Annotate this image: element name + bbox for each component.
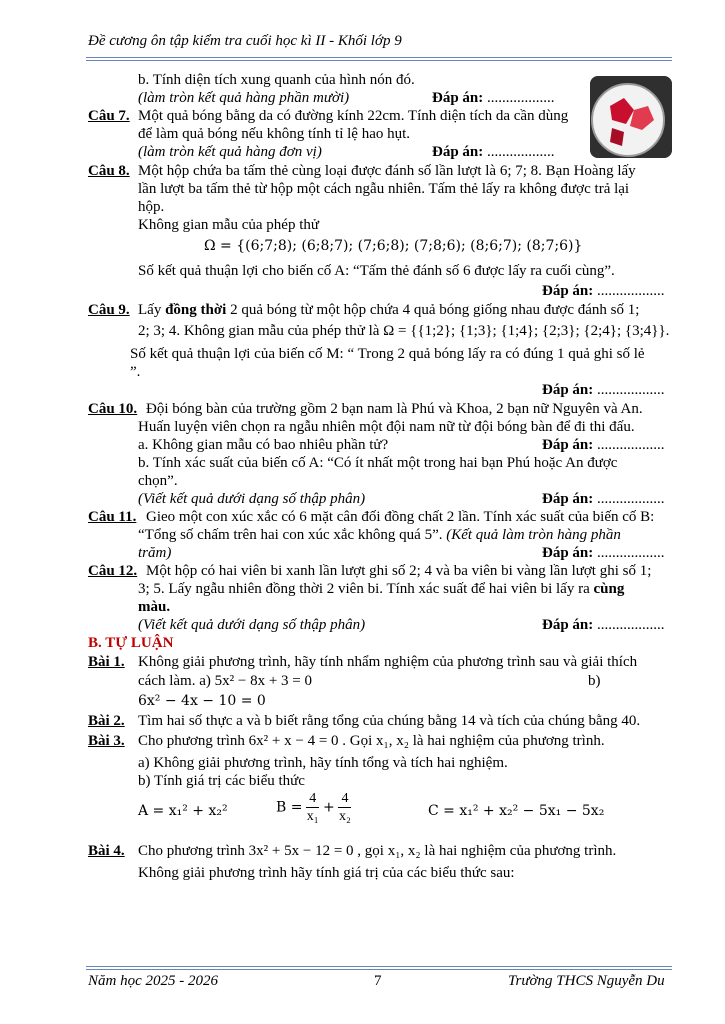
page-number: 7 — [374, 973, 382, 989]
soccer-ball-icon — [590, 76, 672, 158]
exercise-label: Bài 4. — [88, 843, 125, 859]
text-line: a) Không giải phương trình, hãy tính tổng và tích hai nghiệm. — [138, 755, 508, 771]
question-label: Câu 7. — [88, 108, 130, 124]
soccer-ball-image — [590, 76, 672, 158]
text-line: “Tổng số chấm trên hai con xúc xắc không quá 5”. (Kết quả làm tròn hàng phần — [138, 527, 621, 543]
text-line: b) Tính giá trị các biểu thức — [138, 773, 305, 789]
text-line: (làm tròn kết quả hàng đơn vị) — [138, 144, 322, 160]
answer-label: Đáp án: — [542, 545, 594, 561]
question-label: Câu 8. — [88, 163, 130, 179]
text-line: 2; 3; 4. Không gian mẫu của phép thử là Ω = {{1;2}; {1;3}; {1;4}; {2;3}; {2;4}; {3;4}}. — [138, 323, 670, 339]
answer-field — [542, 616, 665, 634]
exercise-label: Bài 1. — [88, 654, 125, 670]
question-label: Câu 12. — [88, 563, 138, 579]
text-line: Một quả bóng bằng da có đường kính 22cm. Tính diện tích da cần dùng — [138, 108, 569, 124]
text-line: (Viết kết quả dưới dạng số thập phân) — [138, 617, 366, 633]
answer-field — [432, 143, 555, 161]
text-line: Đội bóng bàn của trường gồm 2 bạn nam là Phú và Khoa, 2 bạn nữ Nguyên và An. — [146, 401, 643, 417]
answer-field — [542, 544, 665, 562]
section-heading: B. TỰ LUẬN — [88, 635, 174, 651]
text-line: Không giải phương trình, hãy tính nhẩm nghiệm của phương trình sau và giải thích — [138, 654, 638, 670]
text-line: chọn”. — [138, 473, 178, 489]
text-line: (làm tròn kết quả hàng phần mười) — [138, 90, 350, 106]
answer-label: Đáp án: — [542, 437, 594, 453]
answer-label: Đáp án: — [542, 283, 594, 299]
text-line: Một hộp chứa ba tấm thẻ cùng loại được đánh số lần lượt là 6; 7; 8. Bạn Hoàng lấy — [138, 163, 636, 179]
answer-field — [542, 436, 665, 454]
answer-blank: .................. — [597, 617, 665, 633]
fraction: $\frac{4}{\text{x₁}}$ — [306, 791, 319, 824]
footer-divider — [86, 966, 672, 970]
text-line: Tìm hai số thực a và b biết rằng tổng của chúng bằng 14 và tích của chúng bằng 40. — [138, 713, 641, 729]
text-line: Một hộp có hai viên bi xanh lần lượt ghi số 2; 4 và ba viên bi vàng lần lượt ghi số 1; — [146, 563, 652, 579]
text-line: b) — [588, 673, 601, 689]
header-divider — [86, 57, 672, 61]
text-line: Cho phương trình 3x² + 5x − 12 = 0 , gọi x₁, x₂ là hai nghiệm của phương trình. — [138, 843, 617, 859]
sample-space-formula: Ω = {(6;7;8); (6;8;7); (7;6;8); (7;8;6); (8;6;7); (8;7;6)} — [204, 238, 583, 254]
text-line: a. Không gian mẫu có bao nhiêu phần tử? — [138, 437, 389, 453]
answer-field — [542, 282, 665, 300]
equation: 6x² − 4x − 10 = 0 — [138, 693, 266, 709]
text-line: để làm quả bóng nếu không tính tỉ lệ hao hụt. — [138, 126, 411, 142]
text-line: Huấn luyện viên chọn ra ngẫu nhiên một đội nam nữ từ đội bóng bàn để đi thi đấu. — [138, 419, 635, 435]
text-line: b. Tính xác suất của biến cố A: “Có ít nhất một trong hai bạn Phú hoặc An được — [138, 455, 618, 471]
answer-field — [542, 381, 665, 399]
text-line: Không giải phương trình hãy tính giá trị của các biểu thức sau: — [138, 865, 515, 881]
fraction: $\frac{4}{\text{x₂}}$ — [339, 791, 351, 824]
expression-c: C = x₁² + x₂² − 5x₁ − 5x₂ — [428, 803, 605, 819]
answer-blank: .................. — [597, 545, 665, 561]
text-line: Lấy đồng thời 2 quả bóng từ một hộp chứa 4 quả bóng giống nhau được đánh số 1; — [138, 302, 640, 318]
answer-label: Đáp án: — [542, 382, 594, 398]
exercise-label: Bài 3. — [88, 733, 125, 749]
answer-field — [542, 490, 665, 508]
expression-b: B = $\frac{4}{\text{x₁}}$ + $\frac{4}{\text{x₂}}$ — [276, 791, 351, 824]
answer-blank: .................. — [597, 382, 665, 398]
footer-school: Trường THCS Nguyễn Du — [508, 973, 665, 989]
question-label: Câu 10. — [88, 401, 138, 417]
text-line: trăm) — [138, 545, 172, 561]
answer-blank: .................. — [597, 283, 665, 299]
text-line: Không gian mẫu của phép thử — [138, 217, 320, 233]
answer-label: Đáp án: — [432, 90, 484, 106]
text-line: (Viết kết quả dưới dạng số thập phân) — [138, 491, 366, 507]
answer-blank: .................. — [487, 90, 555, 106]
answer-blank: .................. — [597, 437, 665, 453]
footer-year: Năm học 2025 - 2026 — [88, 973, 218, 989]
answer-label: Đáp án: — [542, 617, 594, 633]
text-line: Gieo một con xúc xắc có 6 mặt cân đối đồng chất 2 lần. Tính xác suất của biến cố B: — [146, 509, 655, 525]
text-line: màu. — [138, 599, 171, 615]
text-line: Cho phương trình 6x² + x − 4 = 0 . Gọi x₁, x₂ là hai nghiệm của phương trình. — [138, 733, 605, 749]
text-line: Số kết quả thuận lợi của biến cố M: “ Trong 2 quả bóng lấy ra có đúng 1 quả ghi số lẻ — [130, 346, 645, 362]
expression-a: A = x₁² + x₂² — [138, 803, 228, 819]
text-line: hộp. — [138, 199, 165, 215]
text-line: Số kết quả thuận lợi cho biến cố A: “Tấm thẻ đánh số 6 được lấy ra cuối cùng”. — [138, 263, 615, 279]
answer-blank: .................. — [597, 491, 665, 507]
text-line: lần lượt ba tấm thẻ từ hộp một cách ngẫu nhiên. Tấm thẻ lấy ra không được trả lại — [138, 181, 630, 197]
question-label: Câu 11. — [88, 509, 137, 525]
answer-label: Đáp án: — [542, 491, 594, 507]
text-line: ”. — [130, 364, 141, 380]
answer-blank: .................. — [487, 144, 555, 160]
text-line: cách làm. a) 5x² − 8x + 3 = 0 — [138, 673, 312, 689]
text-line: 3; 5. Lấy ngẫu nhiên đồng thời 2 viên bi. Tính xác suất để hai viên bi lấy ra cùng — [138, 581, 625, 597]
question-label: Câu 9. — [88, 302, 130, 318]
answer-field — [432, 89, 555, 107]
exercise-label: Bài 2. — [88, 713, 125, 729]
text-line: b. Tính diện tích xung quanh của hình nón đó. — [138, 72, 415, 88]
page-header-title: Đề cương ôn tập kiểm tra cuối học kì II - Khối lớp 9 — [88, 33, 402, 49]
answer-label: Đáp án: — [432, 144, 484, 160]
